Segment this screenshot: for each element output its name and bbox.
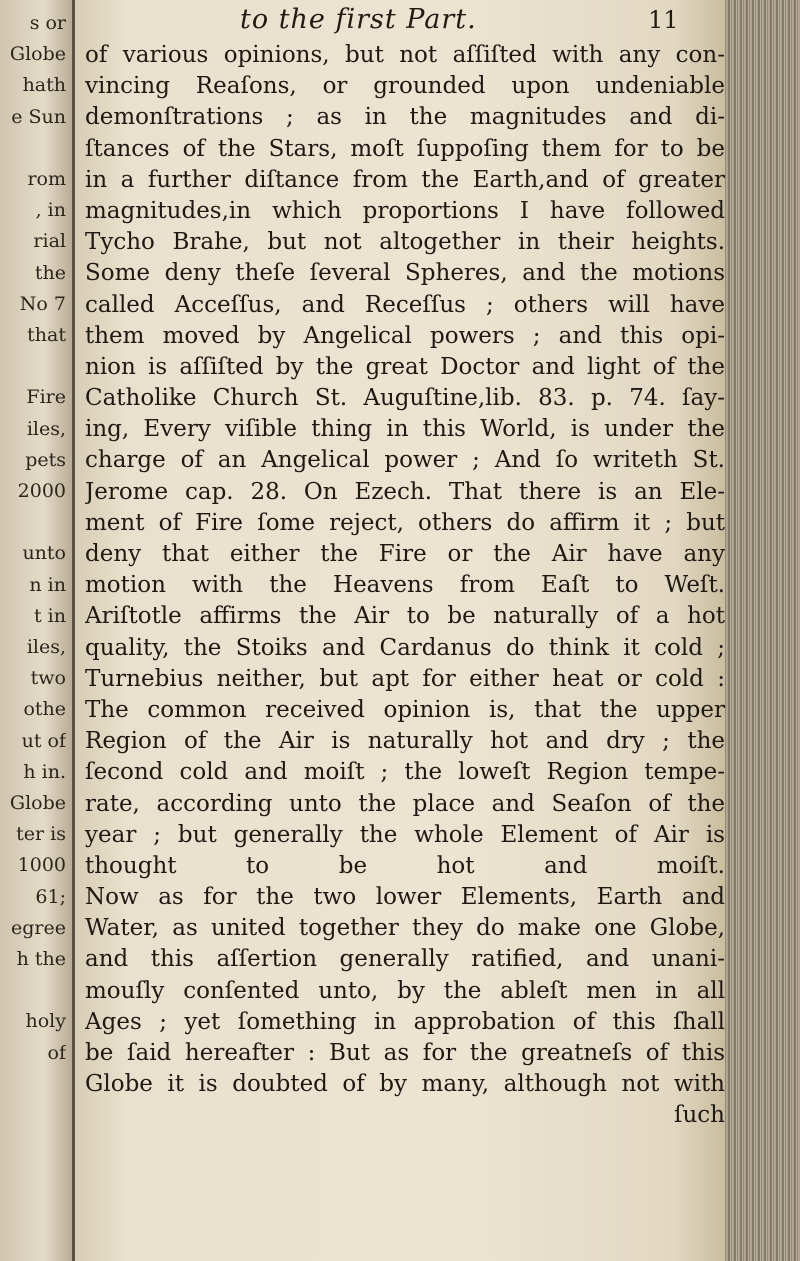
facing-page-fragment: the [34,261,66,284]
facing-page-fragment: two [30,667,66,690]
text-line: Water, as united together they do make one Globe, [85,915,725,942]
facing-page-fragment: othe [23,698,66,721]
text-line: Catholike Church St. Auguſtine,lib. 83. p. 74. ſay- [85,385,725,412]
text-line: Globe it is doubted of by many, although not with [85,1071,725,1098]
text-line: Ariſtotle affirms the Air to be naturally of a hot [85,603,725,630]
text-line: The common received opinion is, that the upper [85,696,725,723]
text-line: thought to be hot and moiſt. [85,852,725,879]
facing-page-fragment: of [47,1041,66,1064]
book-page [75,0,725,1261]
text-line: ſecond cold and moiſt ; the loweſt Region tempe- [85,759,725,786]
text-line: Now as for the two lower Elements, Earth and [85,884,725,911]
text-line: charge of an Angelical power ; And ſo writeth St. [85,447,725,474]
text-line: ment of Fire ſome reject, others do affirm it ; but [85,509,725,536]
facing-page-fragment: rom [27,168,66,190]
text-line: ing, Every viſible thing in this World, is under the [85,416,725,443]
text-line: nion is aſſiſted by the great Doctor and light of the [85,353,725,380]
facing-page-fragment: 2000 [17,480,66,502]
text-line: demonſtrations ; as in the magnitudes and di- [85,104,725,131]
facing-page-fragment: egree [11,916,66,939]
facing-page-fragment: iles, [26,417,66,440]
facing-page-fragment: hath [22,74,66,97]
facing-page-fragment: h the [16,948,66,970]
text-line: Turnebius neither, but apt for either heat or cold : [85,665,725,692]
text-line: Some deny theſe ſeveral Spheres, and the motions [85,260,725,287]
facing-page-fragment: ter is [16,823,66,846]
facing-page-fragment: Globe [9,792,66,814]
facing-page-fragment: s or [29,12,66,34]
text-line: motion with the Heavens from Eaſt to Weſt. [85,572,725,599]
facing-page-fragment: e Sun [11,105,66,128]
facing-page-fragment: iles, [26,636,66,658]
text-line: magnitudes,in which proportions I have followed [85,197,725,224]
facing-page-fragment: holy [25,1010,66,1033]
facing-page-fragment: , in [35,199,66,222]
text-line: Tycho Brahe, but not altogether in their heights. [85,229,725,256]
facing-page-fragment: h in. [23,760,66,783]
facing-page-fragment: ut of [21,729,66,752]
text-line: Ages ; yet ſomething in approbation of this ſhall [85,1008,725,1035]
facing-page-fragment: Globe [9,43,66,66]
text-line: vincing Reaſons, or grounded upon undeniable [85,73,725,100]
facing-page-fragment: No 7 [19,292,66,315]
text-line: year ; but generally the whole Element of Air is [85,821,725,848]
facing-page-fragment: t in [34,604,66,627]
running-head: to the first Part. [240,4,477,35]
text-line: ſtances of the Stars, moſt ſuppoſing them for to be [85,135,725,162]
text-line: ſuch [673,1102,725,1129]
text-line: them moved by Angelical powers ; and this opi- [85,322,725,349]
text-line: quality, the Stoiks and Cardanus do think it cold ; [85,634,725,661]
page-edges [725,0,800,1261]
text-line: and this aſſertion generally ratified, and unani- [85,946,725,973]
facing-page-margin [0,0,75,1261]
text-line: in a further diſtance from the Earth,and of greater [85,166,725,193]
text-line: rate, according unto the place and Seaſon of the [85,790,725,817]
text-line: be ſaid hereafter : But as for the greatneſs of this [85,1040,725,1066]
facing-page-fragment: unto [22,542,66,565]
facing-page-fragment: Fire [26,386,66,409]
facing-page-fragment: rial [33,230,66,253]
text-line: called Acceſſus, and Receſſus ; others will have [85,291,725,318]
facing-page-fragment: n in [29,573,66,596]
text-line: Jerome cap. 28. On Ezech. That there is an Ele- [85,478,725,505]
facing-page-fragment: that [27,324,66,346]
text-line: deny that either the Fire or the Air have any [85,541,725,567]
text-line: of various opinions, but not aſſiſted with any con- [85,42,725,68]
facing-page-fragment: 1000 [17,854,66,877]
text-line: mouſly conſented unto, by the ableſt men in all [85,977,725,1004]
facing-page-fragment: 61; [35,885,66,908]
page-number: 11 [648,6,679,34]
body-text [85,40,725,1132]
facing-page-fragment: pets [25,448,66,471]
text-line: Region of the Air is naturally hot and dry ; the [85,728,725,755]
